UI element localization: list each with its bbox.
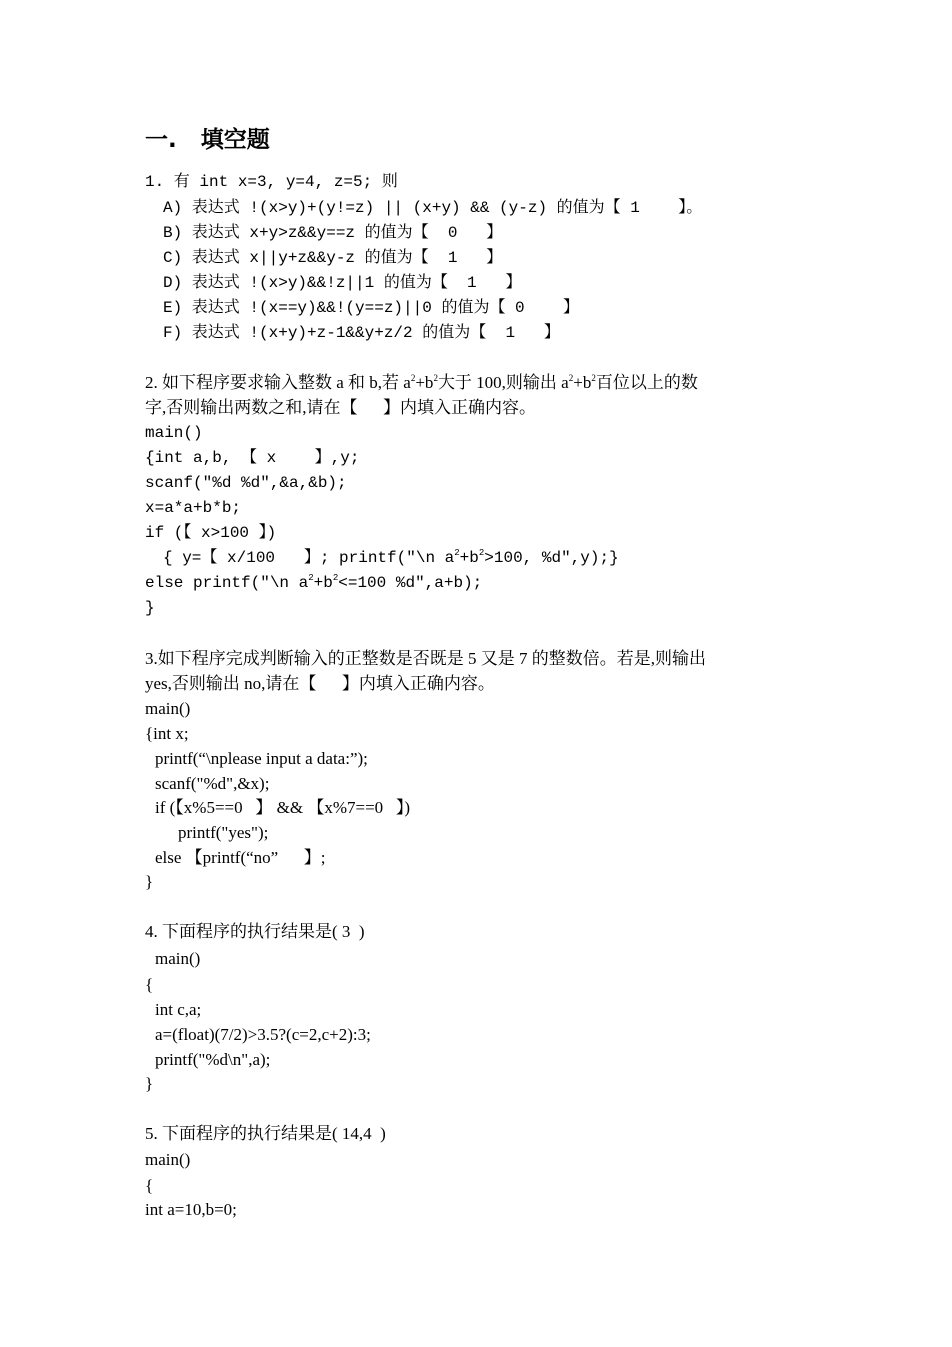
superscript: 2 <box>478 548 485 558</box>
q2-stem-part: 大于 100,则输出 a <box>437 373 569 392</box>
code-part: <=100 %d",a+b); <box>338 574 483 592</box>
q2-code-else <box>145 571 482 595</box>
superscript: 2 <box>591 373 596 383</box>
q5-code-line: main() <box>145 1150 191 1169</box>
q3-code-line: {int x; <box>145 724 189 743</box>
superscript: 2 <box>568 373 574 383</box>
code-part: else printf("\n a <box>145 574 309 592</box>
code-part: >100, %d",y);} <box>484 549 619 567</box>
q2-code-end: } <box>145 599 155 617</box>
q2-code-line: {int a,b, 【 x 】,y; <box>145 449 360 467</box>
q3-code-line: } <box>145 872 154 891</box>
section-heading <box>145 124 270 156</box>
q2-code-line: scanf("%d %d",&a,&b); <box>145 474 347 492</box>
q1-item-e: E) 表达式 !(x==y)&&!(y==z)||0 的值为【 0 】 <box>163 299 580 317</box>
q1-item-f: F) 表达式 !(x+y)+z-1&&y+z/2 的值为【 1 】 <box>163 324 560 342</box>
q3-code-line: if (【x%5==0 】 && 【x%7==0 】) <box>155 798 411 817</box>
q2-stem-line1 <box>145 371 698 395</box>
q2-code-if-body <box>163 546 619 570</box>
q3-stem-line2: yes,否则输出 no,请在【 】内填入正确内容。 <box>145 674 495 693</box>
q1-item-b: B) 表达式 x+y>z&&y==z 的值为【 0 】 <box>163 224 503 242</box>
superscript: 2 <box>332 573 339 583</box>
q2-stem-line2: 字,否则输出两数之和,请在【 】内填入正确内容。 <box>145 398 536 417</box>
q1-stem: 1. 有 int x=3, y=4, z=5; 则 <box>145 173 398 191</box>
q5-code-line: { <box>145 1176 154 1195</box>
q3-code-line: main() <box>145 699 191 718</box>
q4-code-line: a=(float)(7/2)>3.5?(c=2,c+2):3; <box>155 1025 371 1044</box>
q2-code-line: x=a*a+b*b; <box>145 499 242 517</box>
q4-code-line: { <box>145 975 154 994</box>
q5-code-line: int a=10,b=0; <box>145 1200 237 1219</box>
q3-code-line: else 【printf(“no” 】; <box>155 848 326 867</box>
q3-code-line: printf("yes"); <box>178 823 269 842</box>
q1-item-d: D) 表达式 !(x>y)&&!z||1 的值为【 1 】 <box>163 274 522 292</box>
code-part: +b <box>459 549 479 567</box>
q5-stem: 5. 下面程序的执行结果是( 14,4 ) <box>145 1124 386 1143</box>
q3-code-line: printf(“\nplease input a data:”); <box>155 749 368 768</box>
q3-code-line: scanf("%d",&x); <box>155 774 270 793</box>
q4-code-line: } <box>145 1074 154 1093</box>
q1-item-c: C) 表达式 x||y+z&&y-z 的值为【 1 】 <box>163 249 503 267</box>
q2-stem-part: 百位以上的数 <box>595 373 698 392</box>
code-part: +b <box>313 574 333 592</box>
superscript: 2 <box>454 548 460 558</box>
q2-code-line: main() <box>145 424 203 442</box>
q2-stem-part: +b <box>573 373 592 392</box>
superscript: 2 <box>433 373 438 383</box>
q3-stem-line1: 3.如下程序完成判断输入的正整数是否既是 5 又是 7 的整数倍。若是,则输出 <box>145 649 706 668</box>
q4-code-line: main() <box>155 949 201 968</box>
q1-item-a: A) 表达式 !(x>y)+(y!=z) || (x+y) && (y-z) 的值为【 1 】。 <box>163 199 703 217</box>
code-part: { y=【 x/100 】; printf("\n a <box>163 549 455 567</box>
superscript: 2 <box>410 373 416 383</box>
section-number: 一. <box>145 127 177 153</box>
section-title: 填空题 <box>200 127 270 153</box>
q4-code-line: int c,a; <box>155 1000 202 1019</box>
q2-code-line: if (【 x>100 】) <box>145 524 277 542</box>
superscript: 2 <box>308 573 314 583</box>
q2-stem-part: 2. 如下程序要求输入整数 a 和 b,若 a <box>145 373 411 392</box>
q4-stem: 4. 下面程序的执行结果是( 3 ) <box>145 922 365 941</box>
q2-stem-part: +b <box>415 373 434 392</box>
q4-code-line: printf("%d\n",a); <box>155 1050 271 1069</box>
